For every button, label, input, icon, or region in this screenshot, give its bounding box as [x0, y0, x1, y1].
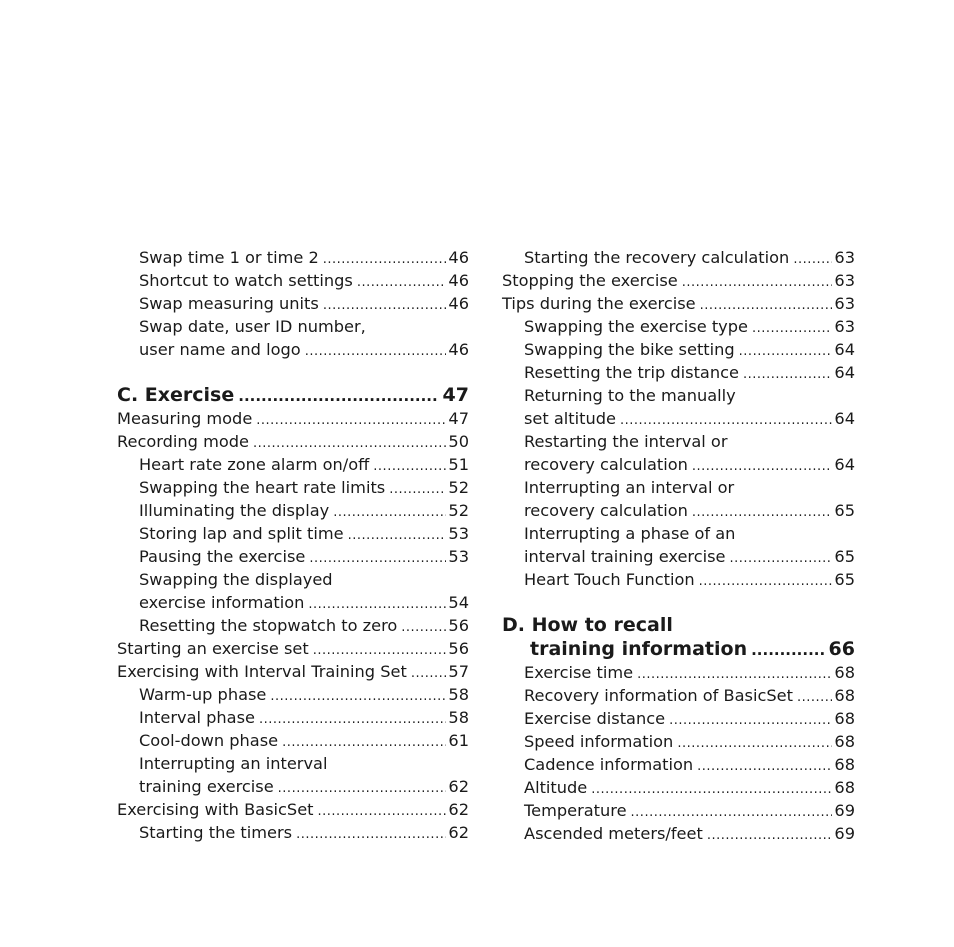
- leader-dots: [318, 800, 447, 823]
- toc-entry[interactable]: [502, 315, 855, 338]
- toc-column-right: [502, 246, 855, 845]
- toc-entry-page: 62: [448, 800, 469, 819]
- toc-entry-title: user name and logo: [139, 340, 301, 359]
- leader-dots: [282, 731, 446, 754]
- leader-dots: [793, 248, 832, 271]
- toc-entry[interactable]: [117, 453, 469, 476]
- leader-dots: [692, 455, 833, 478]
- toc-entry[interactable]: [117, 430, 469, 453]
- toc-entry-title: Exercise time: [524, 663, 634, 682]
- toc-entry[interactable]: [502, 246, 855, 269]
- toc-entry[interactable]: [117, 637, 469, 660]
- toc-entry[interactable]: [502, 776, 855, 799]
- toc-entry[interactable]: [117, 683, 469, 706]
- toc-entry[interactable]: [117, 476, 469, 499]
- toc-entry-title: Cadence information: [524, 755, 694, 774]
- toc-entry-page: 46: [448, 248, 469, 267]
- toc-entry[interactable]: [117, 660, 469, 683]
- toc-entry[interactable]: [117, 522, 469, 545]
- toc-entry-title: Tips during the exercise: [502, 294, 696, 313]
- section-heading-title: training information: [530, 638, 748, 660]
- section-gap: [502, 591, 855, 613]
- leader-dots: [313, 639, 447, 662]
- toc-entry-page: 58: [448, 708, 469, 727]
- leader-dots: [682, 271, 833, 294]
- toc-entry[interactable]: [117, 545, 469, 568]
- toc-entry-title: recovery calculation: [524, 501, 688, 520]
- leader-dots: [752, 317, 832, 340]
- leader-dots: [797, 686, 832, 709]
- toc-entry-title: Cool-down phase: [139, 731, 279, 750]
- toc-entry-title: Resetting the stopwatch to zero: [139, 616, 398, 635]
- toc-entry[interactable]: [117, 591, 469, 614]
- toc-entry-title: Starting an exercise set: [117, 639, 309, 658]
- toc-entry-title: Recording mode: [117, 432, 250, 451]
- toc-entry-page: 62: [448, 777, 469, 796]
- section-gap: [117, 361, 469, 383]
- toc-entry[interactable]: [502, 407, 855, 430]
- toc-entry-title: Exercise distance: [524, 709, 666, 728]
- toc-entry[interactable]: [117, 798, 469, 821]
- toc-entry-title: Altitude: [524, 778, 588, 797]
- leader-dots: [699, 570, 833, 593]
- toc-entry[interactable]: [117, 775, 469, 798]
- toc-entry[interactable]: [502, 684, 855, 707]
- toc-entry-title: Illuminating the display: [139, 501, 330, 520]
- toc-entry-page: 63: [834, 271, 855, 290]
- toc-entry[interactable]: [117, 338, 469, 361]
- toc-entry[interactable]: [117, 614, 469, 637]
- toc-entry-page: 68: [834, 778, 855, 797]
- toc-entry-page: 69: [834, 801, 855, 820]
- toc-entry[interactable]: [502, 269, 855, 292]
- section-heading-c[interactable]: [117, 383, 469, 407]
- leader-dots: [411, 662, 447, 685]
- toc-entry-title: set altitude: [524, 409, 616, 428]
- toc-entry[interactable]: [502, 361, 855, 384]
- toc-entry-page: 46: [448, 271, 469, 290]
- leader-dots: [278, 777, 447, 800]
- toc-entry-title: Starting the recovery calculation: [524, 248, 790, 267]
- toc-entry-line: Swap date, user ID number,: [139, 317, 366, 336]
- toc-entry-page: 50: [448, 432, 469, 451]
- toc-entry-title: Speed information: [524, 732, 674, 751]
- leader-dots: [707, 824, 833, 847]
- toc-entry-page: 47: [448, 409, 469, 428]
- toc-entry-title: Heart Touch Function: [524, 570, 695, 589]
- toc-entry-line: Interrupting an interval: [139, 754, 328, 773]
- toc-entry[interactable]: [502, 499, 855, 522]
- leader-dots: [637, 663, 832, 686]
- toc-entry[interactable]: [502, 292, 855, 315]
- toc-entry-page: 65: [834, 501, 855, 520]
- leader-dots: [751, 638, 824, 662]
- leader-dots: [700, 294, 833, 317]
- toc-entry-title: Pausing the exercise: [139, 547, 306, 566]
- toc-entry-page: 68: [834, 686, 855, 705]
- toc-entry[interactable]: [117, 499, 469, 522]
- leader-dots: [669, 709, 832, 732]
- toc-entry-page: 46: [448, 340, 469, 359]
- leader-dots: [730, 547, 833, 570]
- leader-dots: [309, 547, 446, 570]
- toc-entry-page: 64: [834, 455, 855, 474]
- toc-entry-title: Measuring mode: [117, 409, 253, 428]
- toc-entry[interactable]: [117, 407, 469, 430]
- toc-entry[interactable]: [502, 545, 855, 568]
- section-heading-page: 47: [442, 384, 469, 406]
- toc-entry-line: Interrupting an interval or: [524, 478, 735, 497]
- toc-entry-page: 65: [834, 570, 855, 589]
- section-heading-page: 66: [828, 638, 855, 660]
- toc-entry[interactable]: [117, 292, 469, 315]
- toc-entry-title: Resetting the trip distance: [524, 363, 739, 382]
- leader-dots: [348, 524, 447, 547]
- toc-entry-page: 64: [834, 409, 855, 428]
- toc-entry-title: Exercising with BasicSet: [117, 800, 314, 819]
- section-heading-title: C. Exercise: [117, 384, 235, 406]
- leader-dots: [323, 248, 447, 271]
- leader-dots: [323, 294, 447, 317]
- toc-entry-page: 68: [834, 755, 855, 774]
- leader-dots: [389, 478, 446, 501]
- toc-entry-title: Temperature: [524, 801, 627, 820]
- toc-entry-title: recovery calculation: [524, 455, 688, 474]
- toc-entry[interactable]: [502, 661, 855, 684]
- toc-entry-title: Stopping the exercise: [502, 271, 678, 290]
- toc-entry-page: 54: [448, 593, 469, 612]
- toc-entry-line: Restarting the interval or: [524, 432, 728, 451]
- leader-dots: [308, 593, 446, 616]
- section-heading-d[interactable]: [502, 637, 855, 661]
- toc-entry-page: 64: [834, 363, 855, 382]
- toc-entry-title: Interval phase: [139, 708, 255, 727]
- leader-dots: [620, 409, 832, 432]
- toc-entry-page: 46: [448, 294, 469, 313]
- toc-entry-page: 63: [834, 317, 855, 336]
- toc-entry[interactable]: [502, 568, 855, 591]
- toc-entry-title: Swapping the bike setting: [524, 340, 735, 359]
- leader-dots: [357, 271, 447, 294]
- toc-entry-title: Recovery information of BasicSet: [524, 686, 793, 705]
- toc-entry-title: Heart rate zone alarm on/off: [139, 455, 370, 474]
- toc-entry-title: Warm-up phase: [139, 685, 267, 704]
- toc-entry-page: 68: [834, 709, 855, 728]
- leader-dots: [333, 501, 446, 524]
- leader-dots: [305, 340, 447, 363]
- toc-entry-page: 64: [834, 340, 855, 359]
- toc-entry-page: 57: [448, 662, 469, 681]
- toc-entry-title: Starting the timers: [139, 823, 293, 842]
- toc-entry[interactable]: [117, 269, 469, 292]
- toc-entry-page: 58: [448, 685, 469, 704]
- toc-entry-page: 53: [448, 524, 469, 543]
- toc-entry-page: 63: [834, 248, 855, 267]
- toc-entry[interactable]: [502, 453, 855, 476]
- toc-entry[interactable]: [502, 338, 855, 361]
- toc-entry-page: 53: [448, 547, 469, 566]
- leader-dots: [238, 384, 438, 408]
- section-heading-d-line1: D. How to recall: [502, 614, 673, 636]
- toc-entry-line: Swapping the displayed: [139, 570, 333, 589]
- toc-entry-title: Swapping the heart rate limits: [139, 478, 386, 497]
- toc-entry-title: Storing lap and split time: [139, 524, 344, 543]
- toc-entry-title: exercise information: [139, 593, 305, 612]
- toc-entry[interactable]: [502, 799, 855, 822]
- toc-entry-title: interval training exercise: [524, 547, 726, 566]
- toc-entry-page: 52: [448, 478, 469, 497]
- toc-entry-page: 68: [834, 663, 855, 682]
- toc-entry-title: Shortcut to watch settings: [139, 271, 353, 290]
- toc-column-left: [117, 246, 469, 844]
- toc-entry-page: 51: [448, 455, 469, 474]
- toc-entry[interactable]: [502, 822, 855, 845]
- toc-entry-page: 62: [448, 823, 469, 842]
- toc-entry-title: training exercise: [139, 777, 274, 796]
- leader-dots: [677, 732, 832, 755]
- toc-entry-page: 68: [834, 732, 855, 751]
- toc-entry-title: Swap measuring units: [139, 294, 319, 313]
- toc-entry[interactable]: [117, 821, 469, 844]
- leader-dots: [253, 432, 446, 455]
- leader-dots: [401, 616, 446, 639]
- leader-dots: [270, 685, 446, 708]
- toc-entry-line: Interrupting a phase of an: [524, 524, 736, 543]
- toc-entry-page: 61: [448, 731, 469, 750]
- toc-entry-line: Returning to the manually: [524, 386, 736, 405]
- toc-entry[interactable]: [117, 729, 469, 752]
- toc-entry-title: Exercising with Interval Training Set: [117, 662, 407, 681]
- leader-dots: [692, 501, 833, 524]
- toc-entry[interactable]: [502, 753, 855, 776]
- toc-entry-title: Swap time 1 or time 2: [139, 248, 319, 267]
- toc-entry-title: Swapping the exercise type: [524, 317, 748, 336]
- leader-dots: [743, 363, 832, 386]
- leader-dots: [591, 778, 832, 801]
- toc-entry-page: 69: [834, 824, 855, 843]
- toc-entry-page: 56: [448, 616, 469, 635]
- leader-dots: [373, 455, 446, 478]
- toc-entry-page: 65: [834, 547, 855, 566]
- toc-entry-page: 56: [448, 639, 469, 658]
- toc-entry[interactable]: [502, 707, 855, 730]
- leader-dots: [631, 801, 833, 824]
- leader-dots: [697, 755, 832, 778]
- toc-entry[interactable]: [117, 706, 469, 729]
- toc-entry[interactable]: [117, 246, 469, 269]
- leader-dots: [296, 823, 446, 846]
- toc-entry-page: 63: [834, 294, 855, 313]
- toc-entry[interactable]: [502, 730, 855, 753]
- leader-dots: [739, 340, 833, 363]
- leader-dots: [256, 409, 446, 432]
- toc-entry-title: Ascended meters/feet: [524, 824, 703, 843]
- toc-entry-page: 52: [448, 501, 469, 520]
- leader-dots: [259, 708, 446, 731]
